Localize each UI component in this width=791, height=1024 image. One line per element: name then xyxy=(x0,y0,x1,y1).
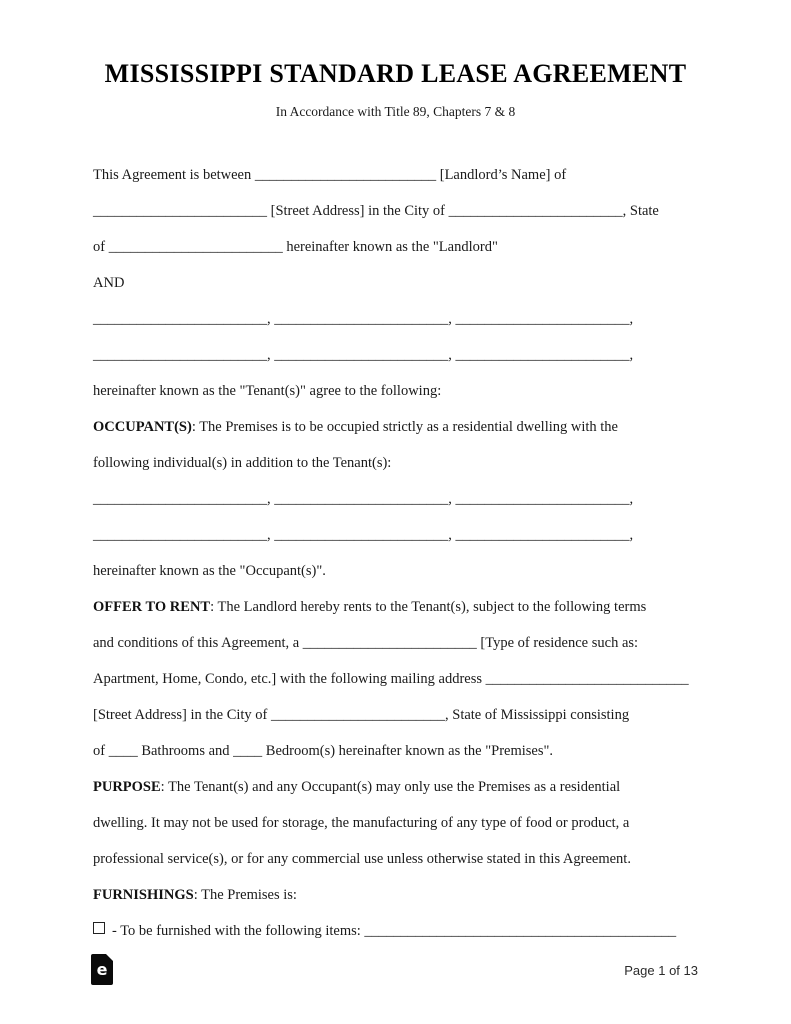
page-indicator: Page 1 of 13 xyxy=(624,963,698,978)
document-line-10 xyxy=(93,481,698,517)
line-text: : The Premises is to be occupied strictly as a residential dwelling with the xyxy=(191,419,618,435)
line-text: of ____ Bathrooms and ____ Bedroom(s) hereinafter known as the "Premises". xyxy=(93,743,554,759)
line-text: ________________________ [Street Address] in the City of ________________________, State xyxy=(93,203,659,219)
document-line-15 xyxy=(93,661,698,697)
checkbox-icon xyxy=(93,922,105,934)
line-text: [Street Address] in the City of ________________________, State of Mississippi consisting xyxy=(93,707,630,723)
line-text: AND xyxy=(93,275,125,291)
document-line-17 xyxy=(93,733,698,769)
document-line-18 xyxy=(93,769,698,805)
eforms-logo xyxy=(91,954,113,985)
document-line-1 xyxy=(93,157,698,193)
document-line-8 xyxy=(93,409,698,445)
line-text: and conditions of this Agreement, a ________________________ [Type of residence such as: xyxy=(93,635,639,651)
document-line-12 xyxy=(93,553,698,589)
document-line-16 xyxy=(93,697,698,733)
document-line-13 xyxy=(93,589,698,625)
line-text: : The Tenant(s) and any Occupant(s) may only use the Premises as a residential xyxy=(160,779,621,795)
line-text: : The Landlord hereby rents to the Tenant(s), subject to the following terms xyxy=(210,599,647,615)
line-text: dwelling. It may not be used for storage, the manufacturing of any type of food or product, a xyxy=(93,815,630,831)
section-label: PURPOSE xyxy=(93,779,161,795)
line-text: following individual(s) in addition to the Tenant(s): xyxy=(93,455,392,471)
line-text: hereinafter known as the "Tenant(s)" agree to the following: xyxy=(93,383,442,399)
line-text: Apartment, Home, Condo, etc.] with the following mailing address ____________________________ xyxy=(93,671,689,687)
document-line-20 xyxy=(93,841,698,877)
logo-letter: e xyxy=(96,960,108,979)
line-text: ________________________, ________________________, ________________________, xyxy=(93,347,634,363)
document-line-2 xyxy=(93,193,698,229)
section-label: OCCUPANT(S) xyxy=(93,419,192,435)
document-line-22 xyxy=(93,913,698,949)
document-line-7 xyxy=(93,373,698,409)
document-title: MISSISSIPPI STANDARD LEASE AGREEMENT xyxy=(104,59,687,88)
line-text: ________________________, ________________________, ________________________, xyxy=(93,527,634,543)
document-line-21 xyxy=(93,877,698,913)
document-line-19 xyxy=(93,805,698,841)
line-text: : The Premises is: xyxy=(193,887,297,903)
section-label: FURNISHINGS xyxy=(93,887,194,903)
line-text: This Agreement is between _________________________ [Landlord’s Name] of xyxy=(93,167,567,183)
document-subtitle: In Accordance with Title 89, Chapters 7 & 8 xyxy=(275,104,516,119)
line-text: ________________________, ________________________, ________________________, xyxy=(93,311,634,327)
document-line-5 xyxy=(93,301,698,337)
document-line-9 xyxy=(93,445,698,481)
line-text: of ________________________ hereinafter known as the "Landlord" xyxy=(93,239,498,255)
line-text: - To be furnished with the following items: ___________________________________________ xyxy=(112,923,677,939)
document-line-14 xyxy=(93,625,698,661)
document-body xyxy=(93,157,698,949)
line-text: hereinafter known as the "Occupant(s)". xyxy=(93,563,326,579)
line-text: professional service(s), or for any commercial use unless otherwise stated in this Agreement. xyxy=(93,851,631,867)
document-line-6 xyxy=(93,337,698,373)
line-text: ________________________, ________________________, ________________________, xyxy=(93,491,634,507)
document-line-11 xyxy=(93,517,698,553)
document-line-4 xyxy=(93,265,698,301)
document-line-3 xyxy=(93,229,698,265)
section-label: OFFER TO RENT xyxy=(93,599,211,615)
